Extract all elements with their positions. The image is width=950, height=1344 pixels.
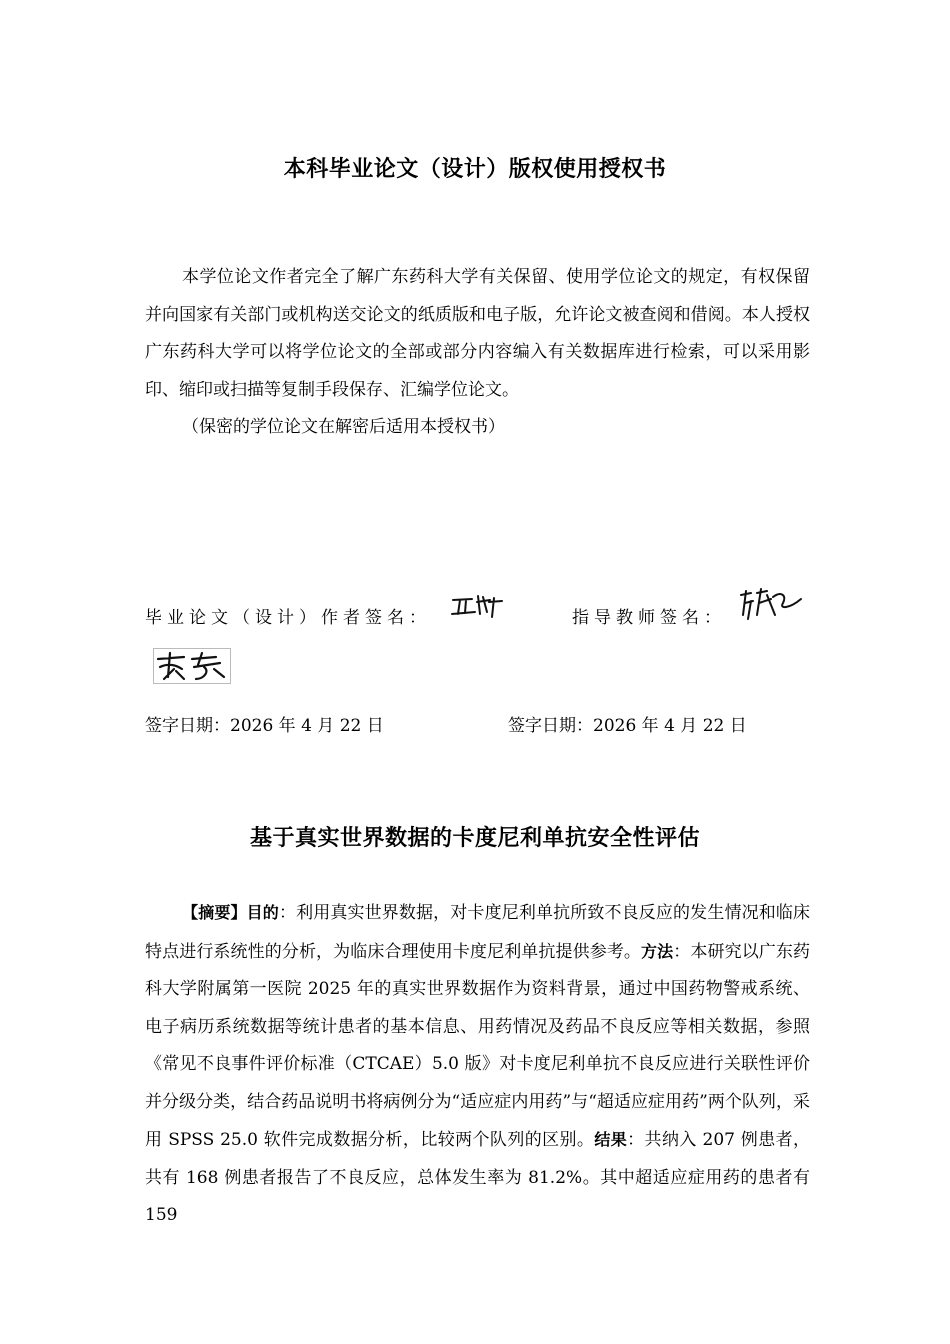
abstract-label: 【摘要】 bbox=[182, 903, 247, 922]
objective-colon: ： bbox=[278, 903, 297, 923]
results-label: 结果 bbox=[594, 1130, 628, 1149]
confidential-note: （保密的学位论文在解密后适用本授权书） bbox=[182, 417, 505, 437]
authorization-body: 本学位论文作者完全了解广东药科大学有关保留、使用学位论文的规定，有权保留并向国家有关部门或机构送交论文的纸质版和电子版，允许论文被查阅和借阅。本人授权广东药科大学可以将学位论文的全部或部分内容编入有关数据库进行检索，可以采用影印、缩印或扫描等复制手段保存、汇编学位论文。 bbox=[145, 267, 810, 400]
author-handwritten-signature bbox=[450, 592, 504, 620]
abstract-paragraph bbox=[145, 894, 810, 1235]
methods-text: 本研究以广东药科大学附属第一医院 2025 年的真实世界数据作为资料背景，通过中国药物警戒系统、电子病历系统数据等统计患者的基本信息、用药情况及药品不良反应等相关数据，参照《常见不良事件评价标准（CTCAE）5.0 版》对卡度尼利单抗不良反应进行关联性评价并分级分类，结合药品说明书将病例分为“适应症内用药”与“超适应症用药”两个队列，采用 SPSS 25.0 软件完成数据分析，比较两个队列的区别。 bbox=[145, 941, 811, 1150]
results-colon: ： bbox=[627, 1130, 645, 1150]
advisor-signature-label: 指导教师签名： bbox=[572, 608, 726, 628]
paper-title: 基于真实世界数据的卡度尼利单抗安全性评估 bbox=[249, 826, 700, 851]
methods-colon: ： bbox=[673, 941, 691, 962]
objective-text: 利用真实世界数据，对卡度尼利单抗所致不良反应的发生情况和临床特点进行系统性的分析，为临床合理使用卡度尼利单抗提供参考。 bbox=[145, 903, 810, 962]
author-second-handwritten-signature bbox=[154, 649, 230, 683]
author-signature-label: 毕业论文（设计）作者签名： bbox=[145, 608, 431, 628]
objective-label: 目的 bbox=[246, 903, 279, 922]
authorization-title: 本科毕业论文（设计）版权使用授权书 bbox=[283, 157, 667, 182]
author-second-signature-box bbox=[153, 648, 231, 684]
methods-label: 方法 bbox=[641, 941, 674, 961]
advisor-handwritten-signature bbox=[737, 585, 805, 623]
advisor-sign-date: 签字日期：2026 年 4 月 22 日 bbox=[508, 716, 747, 736]
results-text: 共纳入 207 例患者，共有 168 例患者报告了不良反应，总体发生率为 81.2%。其中超适应症用药的患者有 159 bbox=[145, 1130, 810, 1225]
author-sign-date: 签字日期：2026 年 4 月 22 日 bbox=[145, 716, 384, 736]
